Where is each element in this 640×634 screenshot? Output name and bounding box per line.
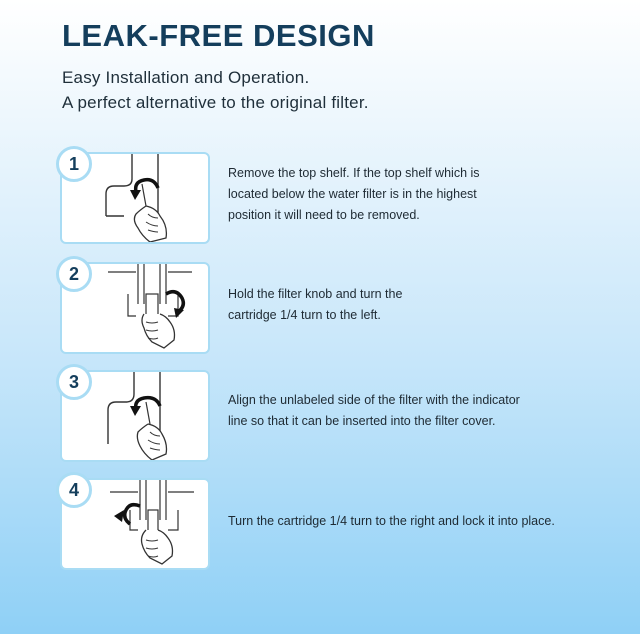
subtitle-line-1: Easy Installation and Operation.	[62, 68, 310, 87]
step-4-number-badge: 4	[56, 472, 92, 508]
step-1-line-2: located below the water filter is in the highest	[228, 187, 477, 201]
step-2-line-2: cartridge 1/4 turn to the left.	[228, 308, 381, 322]
step-1-line-3: position it will need to be removed.	[228, 208, 420, 222]
page-title: LEAK-FREE DESIGN	[62, 18, 375, 53]
step-3-line-1: Align the unlabeled side of the filter with the indicator	[228, 393, 520, 407]
step-3-number-badge: 3	[56, 364, 92, 400]
step-2-line-1: Hold the filter knob and turn the	[228, 287, 403, 301]
step-2-description	[228, 284, 608, 326]
step-1-number-badge: 1	[56, 146, 92, 182]
step-3-description	[228, 390, 608, 432]
step-1	[60, 152, 630, 248]
step-4-description	[228, 511, 608, 532]
subtitle-line-2: A perfect alternative to the original filter.	[62, 93, 369, 112]
step-1-description	[228, 163, 608, 226]
step-4-line-1: Turn the cartridge 1/4 turn to the right and lock it into place.	[228, 514, 555, 528]
step-3-line-2: line so that it can be inserted into the filter cover.	[228, 414, 496, 428]
step-1-line-1: Remove the top shelf. If the top shelf which is	[228, 166, 480, 180]
step-2	[60, 262, 630, 358]
step-3	[60, 370, 630, 466]
step-2-number-badge: 2	[56, 256, 92, 292]
step-4	[60, 478, 630, 574]
